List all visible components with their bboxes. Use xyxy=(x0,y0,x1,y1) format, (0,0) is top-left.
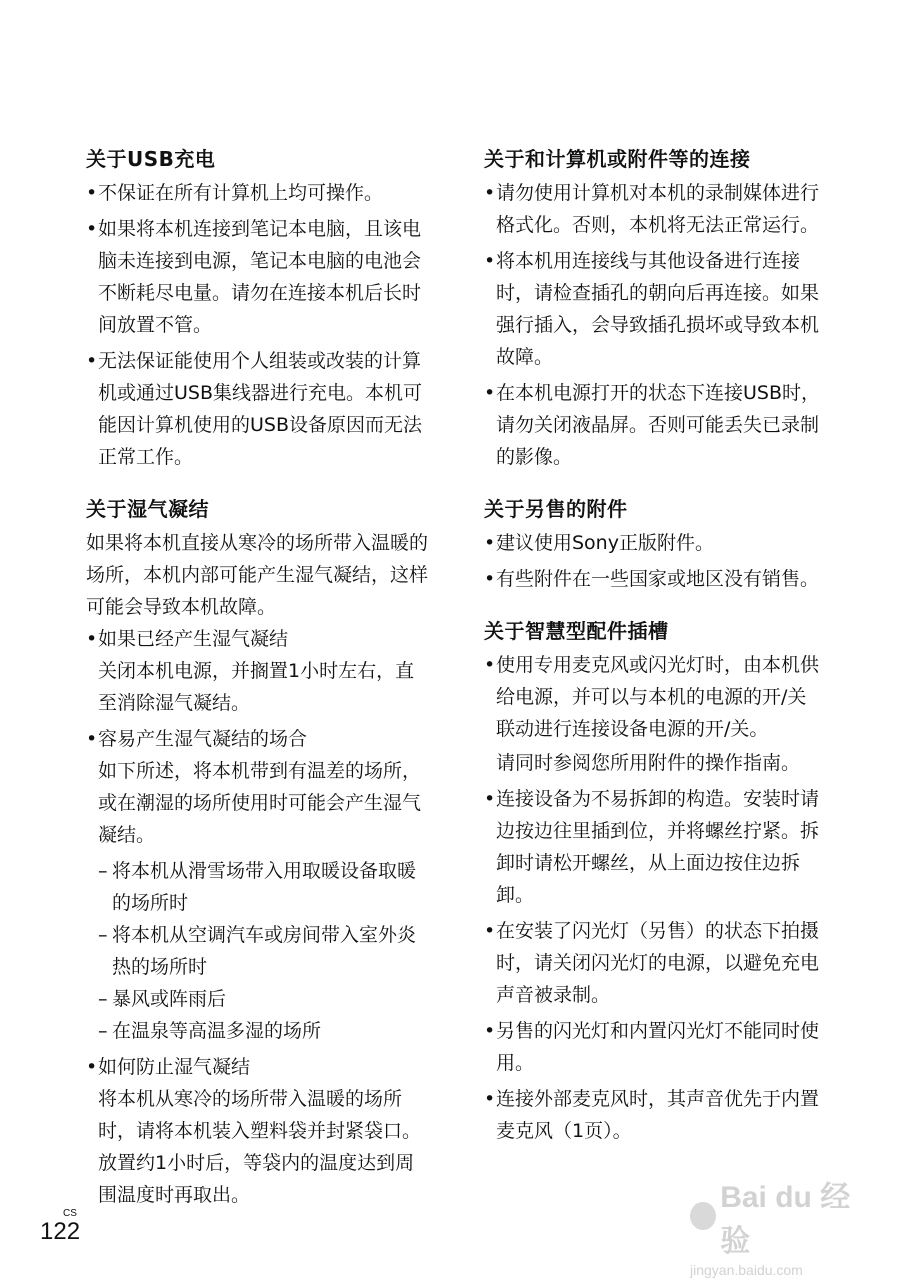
watermark-url: jingyan.baidu.com xyxy=(690,1262,803,1278)
list-item xyxy=(484,649,824,779)
accessories-section xyxy=(484,493,824,595)
list-item: • 在本机电源打开的状态下连接USB时，请勿关闭液晶屏。否则可能丢失已录制的影像。 xyxy=(484,377,824,473)
watermark-brand: Bai du 经验 xyxy=(720,1181,851,1258)
list-item: • 建议使用Sony正版附件。 xyxy=(484,527,824,559)
list-item xyxy=(86,723,431,851)
right-column xyxy=(484,143,824,1167)
list-item-subtext: 请同时参阅您所用附件的操作指南。 xyxy=(496,752,801,774)
list-item-label: • 如果已经产生湿气凝结 xyxy=(98,628,289,650)
smart-accessory-heading: 关于智慧型配件插槽 xyxy=(484,619,669,643)
usb-charging-section xyxy=(86,143,431,473)
dash-item: – 在温泉等高温多湿的场所 xyxy=(86,1015,431,1047)
language-code: CS xyxy=(63,1208,77,1219)
list-item: • 有些附件在一些国家或地区没有销售。 xyxy=(484,563,824,595)
condensation-heading: 关于湿气凝结 xyxy=(86,497,209,521)
list-item: • 在安装了闪光灯（另售）的状态下拍摄时，请关闭闪光灯的电源，以避免充电声音被录制。 xyxy=(484,915,824,1011)
paw-icon xyxy=(690,1202,716,1230)
left-column xyxy=(86,143,431,1231)
page-number: 122 xyxy=(40,1218,81,1245)
condensation-intro: 如果将本机直接从寒冷的场所带入温暖的场所，本机内部可能产生湿气凝结，这样可能会导致本机故障。 xyxy=(86,532,429,618)
list-item-text: 如下所述，将本机带到有温差的场所，或在潮湿的场所使用时可能会产生湿气凝结。 xyxy=(98,760,422,846)
list-item-label: • 如何防止湿气凝结 xyxy=(98,1056,251,1078)
accessories-heading: 关于另售的附件 xyxy=(484,497,628,521)
list-item-text: • 使用专用麦克风或闪光灯时，由本机供给电源，并可以与本机的电源的开/关联动进行连接设备电源的开/关。 xyxy=(496,654,820,740)
list-item-label: • 容易产生湿气凝结的场合 xyxy=(98,728,308,750)
computer-connection-heading: 关于和计算机或附件等的连接 xyxy=(484,147,751,171)
usb-charging-heading: 关于USB充电 xyxy=(86,147,216,171)
watermark-logo xyxy=(690,1172,870,1260)
condensation-section xyxy=(86,493,431,1211)
list-item: • 不保证在所有计算机上均可操作。 xyxy=(86,177,431,209)
list-item: • 连接外部麦克风时，其声音优先于内置麦克风（1页）。 xyxy=(484,1083,824,1147)
dash-item: – 将本机从空调汽车或房间带入室外炎热的场所时 xyxy=(86,919,431,983)
list-item: • 连接设备为不易拆卸的构造。安装时请边按边往里插到位，并将螺丝拧紧。拆卸时请松开螺丝，从上面边按住边拆卸。 xyxy=(484,783,824,911)
list-item: • 无法保证能使用个人组装或改装的计算机或通过USB集线器进行充电。本机可能因计算机使用的USB设备原因而无法正常工作。 xyxy=(86,345,431,473)
list-item: • 如果将本机连接到笔记本电脑，且该电脑未连接到电源，笔记本电脑的电池会不断耗尽电量。请勿在连接本机后长时间放置不管。 xyxy=(86,213,431,341)
list-item xyxy=(86,623,431,719)
computer-connection-section xyxy=(484,143,824,473)
dash-item: – 将本机从滑雪场带入用取暖设备取暖的场所时 xyxy=(86,855,431,919)
list-item: • 另售的闪光灯和内置闪光灯不能同时使用。 xyxy=(484,1015,824,1079)
baidu-watermark xyxy=(690,1172,870,1278)
list-item-text: 将本机从寒冷的场所带入温暖的场所时，请将本机装入塑料袋并封紧袋口。放置约1小时后，等袋内的温度达到周围温度时再取出。 xyxy=(98,1088,422,1206)
smart-accessory-section xyxy=(484,615,824,1147)
list-item-text: 关闭本机电源，并搁置1小时左右，直至消除湿气凝结。 xyxy=(98,660,415,714)
dash-item: – 暴风或阵雨后 xyxy=(86,983,431,1015)
list-item: • 请勿使用计算机对本机的录制媒体进行格式化。否则，本机将无法正常运行。 xyxy=(484,177,824,241)
list-item: • 将本机用连接线与其他设备进行连接时，请检查插孔的朝向后再连接。如果强行插入，会导致插孔损坏或导致本机故障。 xyxy=(484,245,824,373)
list-item xyxy=(86,1051,431,1211)
